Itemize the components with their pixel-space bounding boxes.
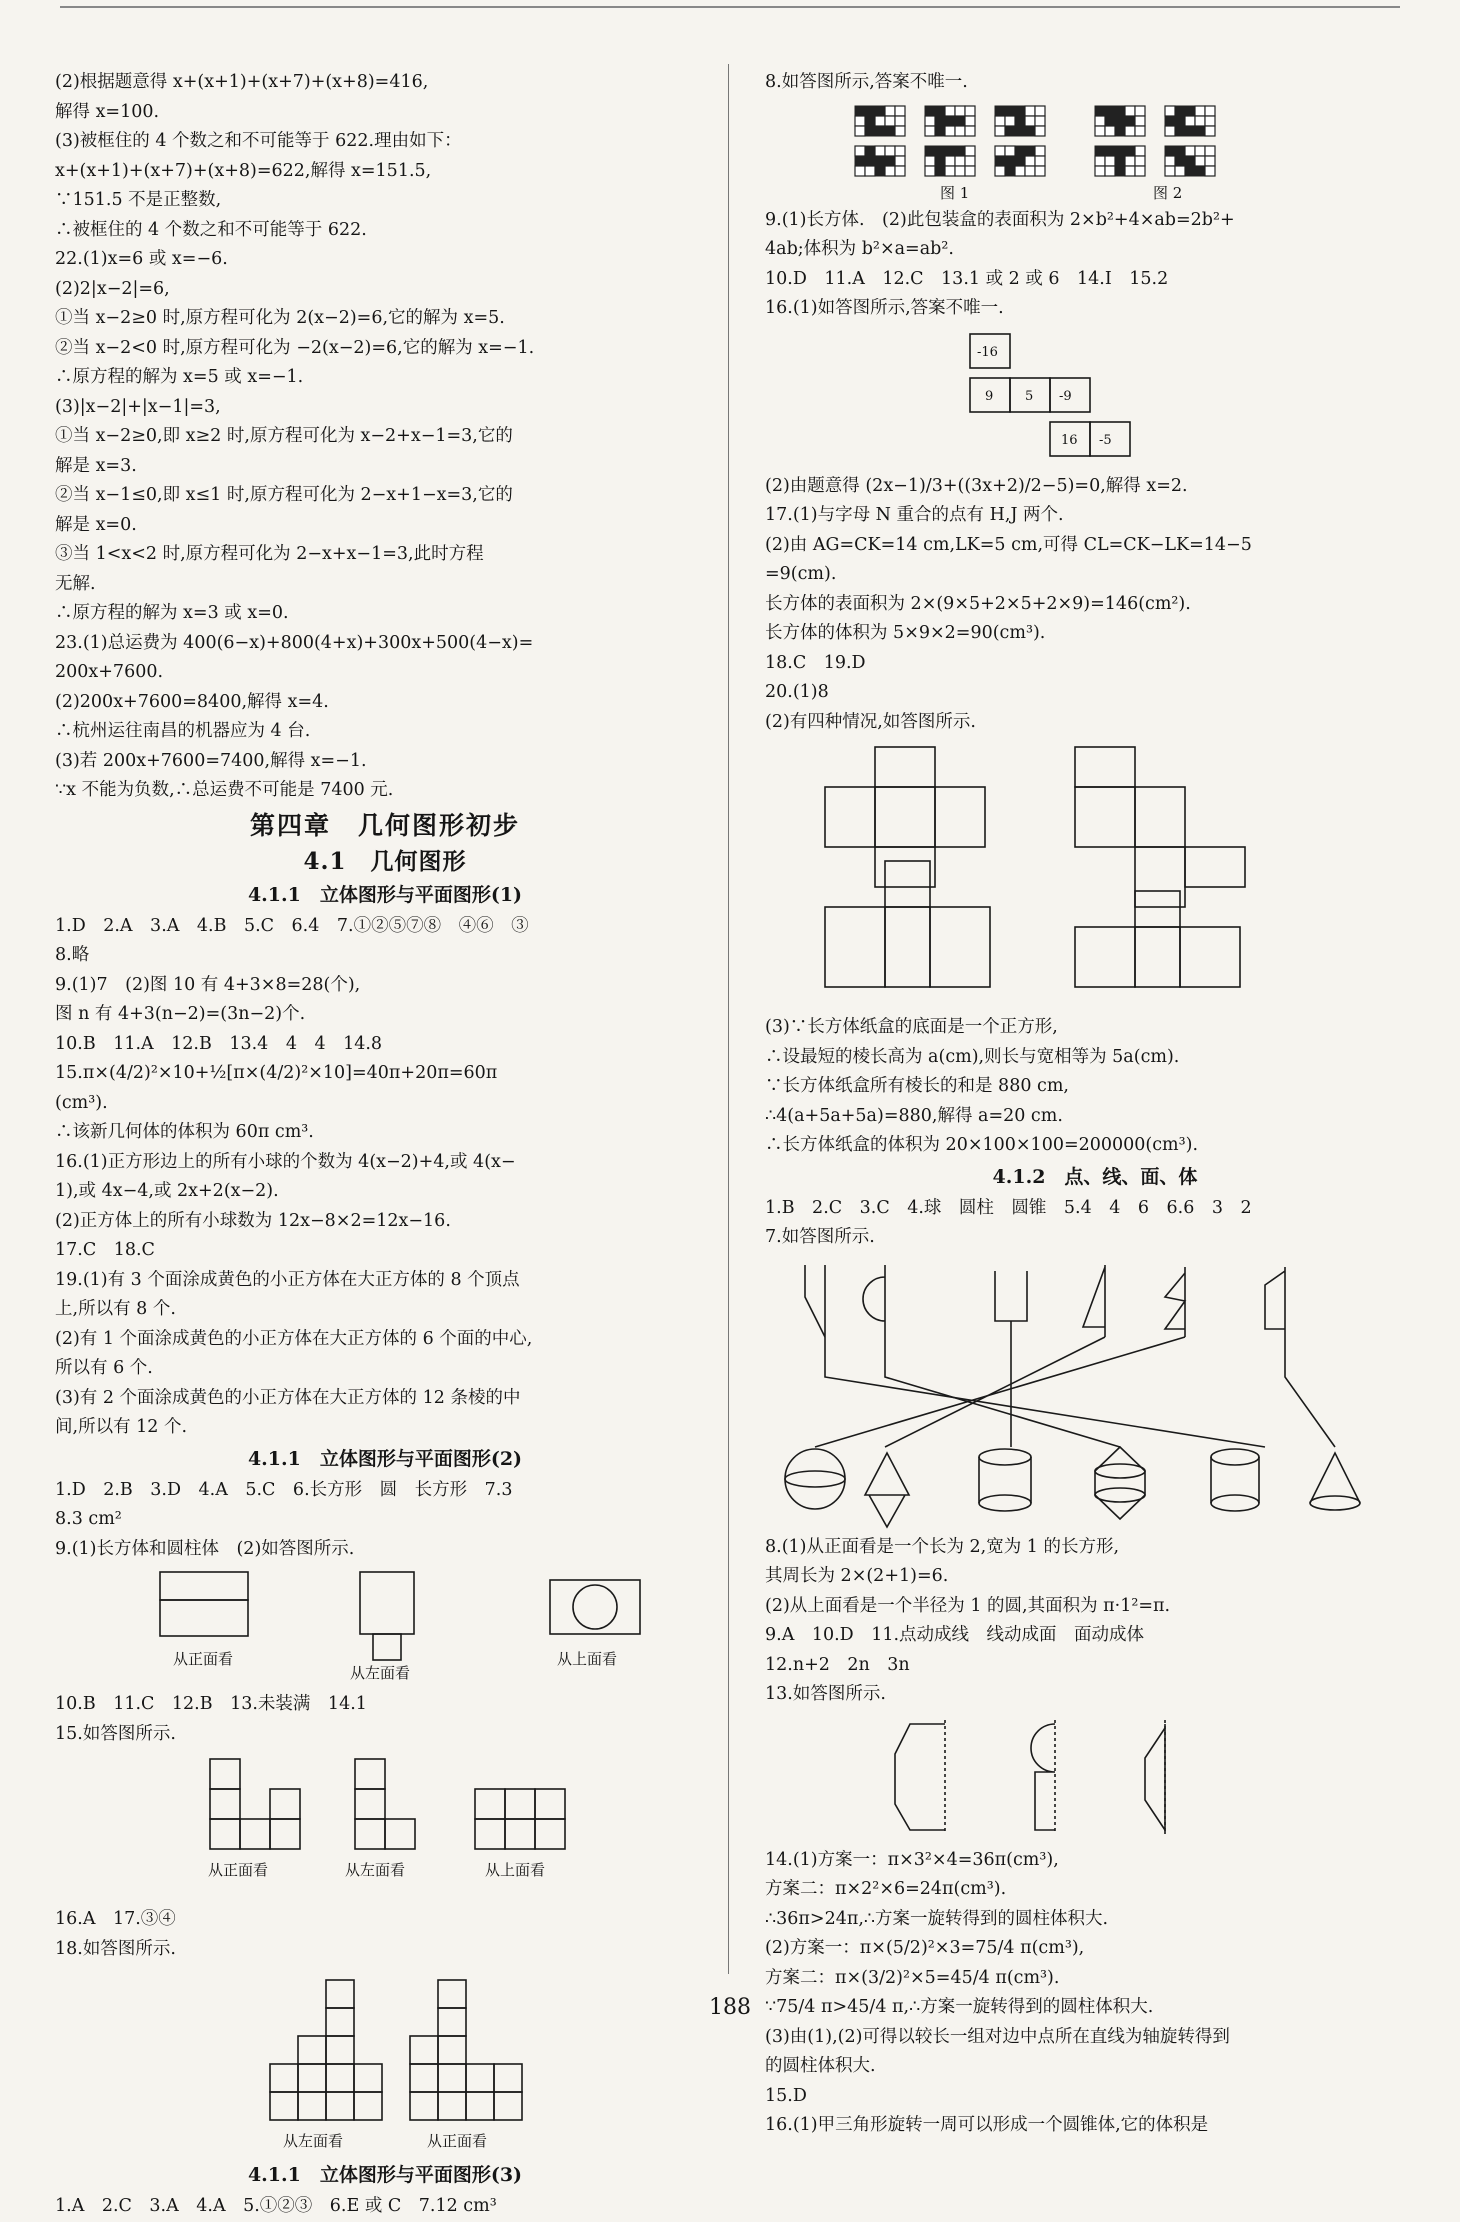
grid-cell	[1035, 126, 1045, 136]
grid-cell	[1035, 106, 1045, 116]
grid-cell	[1035, 146, 1045, 156]
answer-line: 的圆柱体积大.	[765, 2056, 876, 2076]
grid-cell	[1205, 116, 1215, 126]
grid-cell	[1175, 126, 1185, 136]
answer-line: 16.(1)正方形边上的所有小球的个数为 4(x−2)+4,或 4(x−	[55, 1151, 516, 1172]
caption-left: 从左面看	[350, 1664, 411, 1682]
grid-cell	[1195, 156, 1205, 166]
grid-cell	[885, 106, 895, 116]
answer-line: 8.如答图所示,答案不唯一.	[765, 72, 968, 92]
answer-line: ∵75/4 π>45/4 π,∴方案一旋转得到的圆柱体积大.	[765, 1997, 1154, 2017]
answer-line: 其周长为 2×(2+1)=6.	[765, 1566, 949, 1586]
grid-cell	[1025, 166, 1035, 176]
answer-line: 18.如答图所示.	[55, 1938, 176, 1959]
grid-cell	[895, 166, 905, 176]
grid-cell	[1205, 106, 1215, 116]
box-net-1	[825, 747, 985, 887]
grid-cell	[1125, 166, 1135, 176]
grid-cell	[1135, 126, 1145, 136]
grid-cell	[1105, 146, 1115, 156]
grid-cell	[1185, 146, 1195, 156]
grid-cell	[995, 146, 1005, 156]
grid-cell	[1175, 106, 1185, 116]
grid-cell	[1185, 116, 1195, 126]
answer-line: 8.(1)从正面看是一个长为 2,宽为 1 的长方形,	[765, 1536, 1120, 1557]
answer-line: ∵长方体纸盒所有棱长的和是 880 cm,	[765, 1076, 1069, 1096]
grid-cell	[1015, 146, 1025, 156]
view15-left	[345, 1759, 415, 1879]
grid-cell	[865, 106, 875, 116]
answer-line: ∴被框住的 4 个数之和不可能等于 622.	[55, 219, 367, 240]
grid-cell	[1015, 126, 1025, 136]
answer-line: (3)由(1),(2)可得以较长一组对边中点所在直线为轴旋转得到	[765, 2026, 1230, 2047]
answer-line: (2)200x+7600=8400,解得 x=4.	[55, 691, 329, 712]
grid-cell	[875, 156, 885, 166]
grid-cell	[1115, 166, 1125, 176]
grid-cell	[1205, 146, 1215, 156]
grid-cell	[885, 156, 895, 166]
grid-cell	[965, 126, 975, 136]
grid-cell	[925, 156, 935, 166]
answer-line: 22.(1)x=6 或 x=−6.	[55, 249, 228, 269]
grid-cell	[885, 166, 895, 176]
section-title: 4.1 几何图形	[303, 847, 467, 875]
answer-line: 9.A 10.D 11.点动成线 线动成面 面动成体	[765, 1625, 1145, 1645]
grid-cell	[995, 106, 1005, 116]
caption15-front: 从正面看	[208, 1861, 269, 1879]
grid-cell	[865, 146, 875, 156]
view-front	[160, 1572, 248, 1668]
grid-cell	[865, 156, 875, 166]
answer-line: (3)∵长方体纸盒的底面是一个正方形,	[765, 1017, 1058, 1037]
top-rule	[60, 6, 1400, 8]
figure-three-views-q15	[55, 1753, 715, 1901]
grid-cell	[1165, 126, 1175, 136]
answer-line: (2)方案一：π×(5/2)²×3=75/4 π(cm³),	[765, 1938, 1085, 1958]
grid-cell	[965, 116, 975, 126]
answer-line: 20.(1)8	[765, 682, 829, 702]
grid-cell	[855, 156, 865, 166]
grid-cell	[855, 106, 865, 116]
grid-cell	[895, 146, 905, 156]
view15-top	[475, 1789, 565, 1879]
answer-block-4-1-1-2b	[55, 1690, 715, 1749]
grid-cell	[1015, 116, 1025, 126]
answer-line: 1.D 2.B 3.D 4.A 5.C 6.长方形 圆 长方形 7.3	[55, 1479, 513, 1500]
box-net-4	[1075, 891, 1240, 987]
grid-cell	[1135, 116, 1145, 126]
answer-line: 间,所以有 12 个.	[55, 1417, 188, 1437]
answer-block-4-1-1-3	[55, 2192, 715, 2222]
grid-cell	[965, 106, 975, 116]
answer-line: 解是 x=0.	[55, 514, 137, 535]
grid-cell	[1015, 166, 1025, 176]
grid-cell	[1185, 166, 1195, 176]
answer-line: (2)有四种情况,如答图所示.	[765, 711, 976, 732]
grid-cell	[1025, 106, 1035, 116]
answer-line: (2)正方体上的所有小球数为 12x−8×2=12x−16.	[55, 1210, 451, 1231]
grid-cell	[1015, 106, 1025, 116]
fig8-grid-group	[855, 106, 1215, 176]
grid-cell	[1095, 126, 1105, 136]
answer-line: 13.如答图所示.	[765, 1684, 886, 1704]
answer-line: 1.A 2.C 3.A 4.A 5.①②③ 6.E 或 C 7.12 cm³	[55, 2196, 497, 2216]
answer-line: 17.(1)与字母 N 重合的点有 H,J 两个.	[765, 505, 1064, 525]
grid-cell	[1025, 156, 1035, 166]
grid-cell	[1175, 156, 1185, 166]
answer-line: 解得 x=100.	[55, 101, 160, 122]
grid-cell	[965, 166, 975, 176]
answer-line: 长方体的表面积为 2×(9×5+2×5+2×9)=146(cm²).	[765, 593, 1191, 614]
grid-cell	[1205, 126, 1215, 136]
net-cell-2: 9	[985, 388, 994, 404]
grid-cell	[1125, 156, 1135, 166]
answer-line: ①当 x−2≥0,即 x≥2 时,原方程可化为 x−2+x−1=3,它的	[55, 426, 513, 446]
caption18-front: 从正面看	[427, 2132, 488, 2150]
answer-line: 9.(1)长方体. (2)此包装盒的表面积为 2×b²+4×ab=2b²+	[765, 209, 1235, 230]
net-cell-5: 16	[1061, 432, 1078, 448]
answer-line: 14.(1)方案一：π×3²×4=36π(cm³),	[765, 1849, 1059, 1870]
grid-cell	[1125, 106, 1135, 116]
grid-cell	[1095, 106, 1105, 116]
grid-cell	[1125, 126, 1135, 136]
grid-cell	[1005, 156, 1015, 166]
answer-line: 7.如答图所示.	[765, 1227, 875, 1247]
grid-cell	[925, 116, 935, 126]
figure-rotation-q13	[765, 1714, 1425, 1842]
grid-cell	[1195, 166, 1205, 176]
grid-cell	[855, 116, 865, 126]
grid-cell	[1005, 146, 1015, 156]
answer-line: 17.C 18.C	[55, 1240, 155, 1260]
grid-cell	[1195, 126, 1205, 136]
grid-cell	[1135, 166, 1145, 176]
box-net-2	[1075, 747, 1245, 907]
grid-cell	[1185, 106, 1195, 116]
answer-line: ∴4(a+5a+5a)=880,解得 a=20 cm.	[765, 1105, 1063, 1126]
grid-cell	[935, 126, 945, 136]
grid-cell	[1095, 156, 1105, 166]
subsection-title-3: 4.1.1 立体图形与平面图形(3)	[247, 2164, 523, 2186]
grid-cell	[1125, 116, 1135, 126]
answer-line: 8.3 cm²	[55, 1509, 122, 1529]
grid-cell	[865, 116, 875, 126]
answer-line: (3)若 200x+7600=7400,解得 x=−1.	[55, 750, 367, 771]
grid-cell	[875, 116, 885, 126]
caption18-left: 从左面看	[283, 2132, 344, 2150]
answer-line: 15.D	[765, 2085, 807, 2106]
grid-cell	[1025, 146, 1035, 156]
answer-line: =9(cm).	[765, 564, 837, 584]
grid-cell	[1105, 156, 1115, 166]
grid-cell	[1035, 166, 1045, 176]
answer-line: (2)2|x−2|=6,	[55, 278, 170, 299]
grid-cell	[955, 146, 965, 156]
answer-line: 16.(1)甲三角形旋转一周可以形成一个圆锥体,它的体积是	[765, 2115, 1209, 2135]
answer-line: 12.n+2 2n 3n	[765, 1654, 910, 1675]
matching-lines	[815, 1321, 1335, 1447]
view-left	[350, 1572, 414, 1682]
grid-cell	[1005, 166, 1015, 176]
grid-cell	[1105, 126, 1115, 136]
grid-cell	[1135, 106, 1145, 116]
answer-line: ∴杭州运往南昌的机器应为 4 台.	[55, 721, 311, 741]
grid-cell	[885, 126, 895, 136]
grid-cell	[935, 166, 945, 176]
net-cell-3: 5	[1025, 388, 1034, 404]
grid-cell	[1175, 166, 1185, 176]
grid-cell	[1165, 146, 1175, 156]
grid-cell	[1005, 116, 1015, 126]
answer-line: 上,所以有 8 个.	[55, 1299, 176, 1319]
grid-cell	[1095, 146, 1105, 156]
grid-cell	[1105, 106, 1115, 116]
grid-cell	[875, 106, 885, 116]
grid-cell	[1115, 156, 1125, 166]
net-cell-1: -16	[977, 344, 998, 360]
answer-line: x+(x+1)+(x+7)+(x+8)=622,解得 x=151.5,	[55, 160, 432, 181]
answer-line: 9.(1)长方体和圆柱体 (2)如答图所示.	[55, 1538, 355, 1559]
answer-line: (3)有 2 个面涂成黄色的小正方体在大正方体的 12 条棱的中	[55, 1387, 521, 1408]
grid-cell	[1175, 116, 1185, 126]
answer-line: 10.D 11.A 12.C 13.1 或 2 或 6 14.I 15.2	[765, 268, 1169, 289]
answer-line: (cm³).	[55, 1092, 108, 1113]
grid-cell	[1185, 156, 1195, 166]
grid-cell	[945, 116, 955, 126]
answer-line: ∵151.5 不是正整数,	[55, 190, 222, 210]
figure-rotation-matching-q7	[765, 1257, 1425, 1529]
answer-line: 23.(1)总运费为 400(6−x)+800(4+x)+300x+500(4−x)=	[55, 632, 534, 653]
grid-cell	[1165, 156, 1175, 166]
grid-cell	[1015, 156, 1025, 166]
grid-cell	[955, 166, 965, 176]
grid-cell	[945, 126, 955, 136]
answer-block-chapter3	[55, 68, 715, 806]
answer-line: ②当 x−1≤0,即 x≤1 时,原方程可化为 2−x+1−x=3,它的	[55, 485, 513, 505]
net-cell-4: -9	[1059, 388, 1072, 404]
answer-line: (3)被框住的 4 个数之和不可能等于 622.理由如下：	[55, 131, 462, 151]
answer-block-q20c	[765, 1013, 1425, 1161]
answer-line: 15.如答图所示.	[55, 1723, 176, 1744]
answer-line: ②当 x−2<0 时,原方程可化为 −2(x−2)=6,它的解为 x=−1.	[55, 337, 535, 358]
grid-cell	[1115, 126, 1125, 136]
grid-cell	[875, 166, 885, 176]
caption-front: 从正面看	[173, 1650, 234, 1668]
view-top	[550, 1580, 640, 1668]
grid-cell	[945, 166, 955, 176]
answer-block-q14-16	[765, 1846, 1425, 2141]
grid-cell	[965, 156, 975, 166]
caption-top: 从上面看	[557, 1650, 618, 1668]
grid-cell	[875, 146, 885, 156]
answer-block-q16b-20	[765, 472, 1425, 738]
answer-line: 10.B 11.A 12.B 13.4 4 4 14.8	[55, 1033, 383, 1054]
answer-line: (2)由 AG=CK=14 cm,LK=5 cm,可得 CL=CK−LK=14−5	[765, 534, 1252, 555]
figure-box-nets-q20	[765, 741, 1425, 1009]
grid-cell	[1165, 166, 1175, 176]
answer-line: (3)|x−2|+|x−1|=3,	[55, 396, 221, 417]
answer-line: 解是 x=3.	[55, 455, 137, 476]
subsection-title-1: 4.1.1 立体图形与平面图形(1)	[247, 883, 523, 906]
answer-line: (2)根据题意得 x+(x+1)+(x+7)+(x+8)=416,	[55, 72, 429, 92]
answer-line: 200x+7600.	[55, 662, 164, 682]
answer-line: 1.D 2.A 3.A 4.B 5.C 6.4 7.①②⑤⑦⑧ ④⑥ ③	[55, 915, 529, 936]
grid-cell	[995, 166, 1005, 176]
answer-line: 16.(1)如答图所示,答案不唯一.	[765, 298, 1004, 318]
grid-cell	[895, 156, 905, 166]
answer-line: ∴设最短的棱长高为 a(cm),则长与宽相等为 5a(cm).	[765, 1046, 1180, 1067]
grid-cell	[925, 126, 935, 136]
answer-line: ∴该新几何体的体积为 60π cm³.	[55, 1122, 314, 1142]
grid-cell	[1195, 116, 1205, 126]
grid-cell	[925, 106, 935, 116]
right-column	[765, 68, 1425, 2141]
figure-grid-patterns-q8	[765, 102, 1425, 202]
answer-line: 9.(1)7 (2)图 10 有 4+3×8=28(个),	[55, 974, 361, 995]
grid-cell	[1115, 116, 1125, 126]
grid-cell	[1025, 116, 1035, 126]
grid-cell	[1095, 116, 1105, 126]
grid-cell	[1035, 116, 1045, 126]
grid-cell	[955, 126, 965, 136]
left-column	[55, 68, 715, 2222]
answer-line: 所以有 6 个.	[55, 1358, 153, 1378]
grid-cell	[995, 126, 1005, 136]
answer-line: 方案二：π×2²×6=24π(cm³).	[765, 1879, 1007, 1899]
grid-cell	[995, 116, 1005, 126]
answer-line: 18.C 19.D	[765, 652, 866, 673]
grid-cell	[1095, 166, 1105, 176]
grid-cell	[1005, 126, 1015, 136]
solids-row	[785, 1447, 1360, 1527]
column-divider	[728, 64, 729, 1974]
answer-line: ③当 1<x<2 时,原方程可化为 2−x+x−1=3,此时方程	[55, 544, 484, 564]
grid-cell	[1105, 166, 1115, 176]
grid-cell	[1135, 146, 1145, 156]
answer-line: ∴长方体纸盒的体积为 20×100×100=200000(cm³).	[765, 1135, 1199, 1155]
subsection-title-2: 4.1.1 立体图形与平面图形(2)	[247, 1447, 523, 1470]
grid-cell	[1005, 106, 1015, 116]
answer-line: ∴36π>24π,∴方案一旋转得到的圆柱体积大.	[765, 1908, 1109, 1929]
figure-cube-net-q16	[765, 328, 1425, 468]
grid-cell	[875, 126, 885, 136]
grid-cell	[995, 156, 1005, 166]
grid-cell	[1185, 126, 1195, 136]
answer-block-q9-16	[765, 206, 1425, 324]
grid-cell	[1205, 166, 1215, 176]
grid-cell	[1105, 116, 1115, 126]
answer-block-4-1-1-2c	[55, 1905, 715, 1964]
answer-line: 15.π×(4/2)²×10+½[π×(4/2)²×10]=40π+20π=60π	[55, 1063, 498, 1083]
grid-cell	[935, 156, 945, 166]
grid-cell	[855, 166, 865, 176]
grid-cell	[955, 156, 965, 166]
grid-cell	[865, 166, 875, 176]
grid-cell	[925, 166, 935, 176]
answer-line: 10.B 11.C 12.B 13.未装满 14.1	[55, 1694, 367, 1714]
answer-line: 长方体的体积为 5×9×2=90(cm³).	[765, 623, 1046, 643]
answer-line: (2)由题意得 (2x−1)/3+((3x+2)/2−5)=0,解得 x=2.	[765, 475, 1188, 496]
grid-cell	[885, 146, 895, 156]
answer-block-4-1-1-1	[55, 912, 715, 1443]
page-number: 188	[709, 1995, 751, 2020]
caption15-top: 从上面看	[485, 1861, 546, 1879]
grid-cell	[1165, 116, 1175, 126]
answer-line: (2)从上面看是一个半径为 1 的圆,其面积为 π·1²=π.	[765, 1595, 1171, 1616]
box-net-3	[825, 861, 990, 987]
grid-cell	[955, 116, 965, 126]
answer-line: 19.(1)有 3 个面涂成黄色的小正方体在大正方体的 8 个顶点	[55, 1269, 520, 1290]
grid-cell	[935, 146, 945, 156]
grid-cell	[1195, 106, 1205, 116]
answer-block-4-1-2	[765, 1194, 1425, 1253]
answer-line: 16.A 17.③④	[55, 1909, 176, 1929]
grid-cell	[895, 106, 905, 116]
grid-cell	[895, 116, 905, 126]
view15-front	[208, 1759, 300, 1879]
answer-line: 8.略	[55, 945, 90, 965]
answer-line: 图 n 有 4+3(n−2)=(3n−2)个.	[55, 1004, 306, 1024]
answer-line: (2)有 1 个面涂成黄色的小正方体在大正方体的 6 个面的中心,	[55, 1328, 533, 1349]
caption15-left: 从左面看	[345, 1861, 406, 1879]
answer-line: 1),或 4x−4,或 2x+2(x−2).	[55, 1181, 279, 1201]
chapter-title: 第四章 几何图形初步	[249, 810, 520, 840]
grid-cell	[1035, 156, 1045, 166]
plane-shapes-row	[805, 1265, 1285, 1337]
answer-line: ∵x 不能为负数,∴总运费不可能是 7400 元.	[55, 780, 394, 800]
grid-cell	[1115, 146, 1125, 156]
grid-cell	[1195, 146, 1205, 156]
grid-cell	[955, 106, 965, 116]
grid-cell	[945, 156, 955, 166]
grid-cell	[935, 116, 945, 126]
grid-cell	[925, 146, 935, 156]
answer-block-4-1-1-2	[55, 1476, 715, 1565]
grid-cell	[945, 106, 955, 116]
grid-cell	[885, 116, 895, 126]
grid-cell	[1115, 106, 1125, 116]
figure-three-views-q9	[55, 1568, 715, 1686]
grid-cell	[865, 126, 875, 136]
answer-line: ①当 x−2≥0 时,原方程可化为 2(x−2)=6,它的解为 x=5.	[55, 308, 505, 328]
grid-cell	[1125, 146, 1135, 156]
grid-cell	[1025, 126, 1035, 136]
subsection-title-4: 4.1.2 点、线、面、体	[992, 1165, 1198, 1188]
fig8-caption-2: 图 2	[1153, 183, 1183, 202]
grid-cell	[1135, 156, 1145, 166]
grid-cell	[1165, 106, 1175, 116]
answer-line: ∴原方程的解为 x=3 或 x=0.	[55, 603, 289, 623]
grid-cell	[945, 146, 955, 156]
grid-cell	[855, 126, 865, 136]
fig8-caption-1: 图 1	[940, 183, 970, 202]
grid-cell	[895, 126, 905, 136]
answer-block-q8	[765, 68, 1425, 98]
answer-block-q8-13	[765, 1533, 1425, 1710]
grid-cell	[1175, 146, 1185, 156]
net-cell-6: -5	[1099, 432, 1112, 448]
answer-line: 1.B 2.C 3.C 4.球 圆柱 圆锥 5.4 4 6 6.6 3 2	[765, 1197, 1252, 1218]
answer-line: 4ab;体积为 b²×a=ab².	[765, 239, 954, 259]
grid-cell	[935, 106, 945, 116]
grid-cell	[965, 146, 975, 156]
grid-cell	[855, 146, 865, 156]
grid-cell	[1205, 156, 1215, 166]
answer-line: 无解.	[55, 573, 96, 594]
answer-line: 方案二：π×(3/2)²×5=45/4 π(cm³).	[765, 1967, 1060, 1988]
answer-line: ∴原方程的解为 x=5 或 x=−1.	[55, 367, 304, 387]
